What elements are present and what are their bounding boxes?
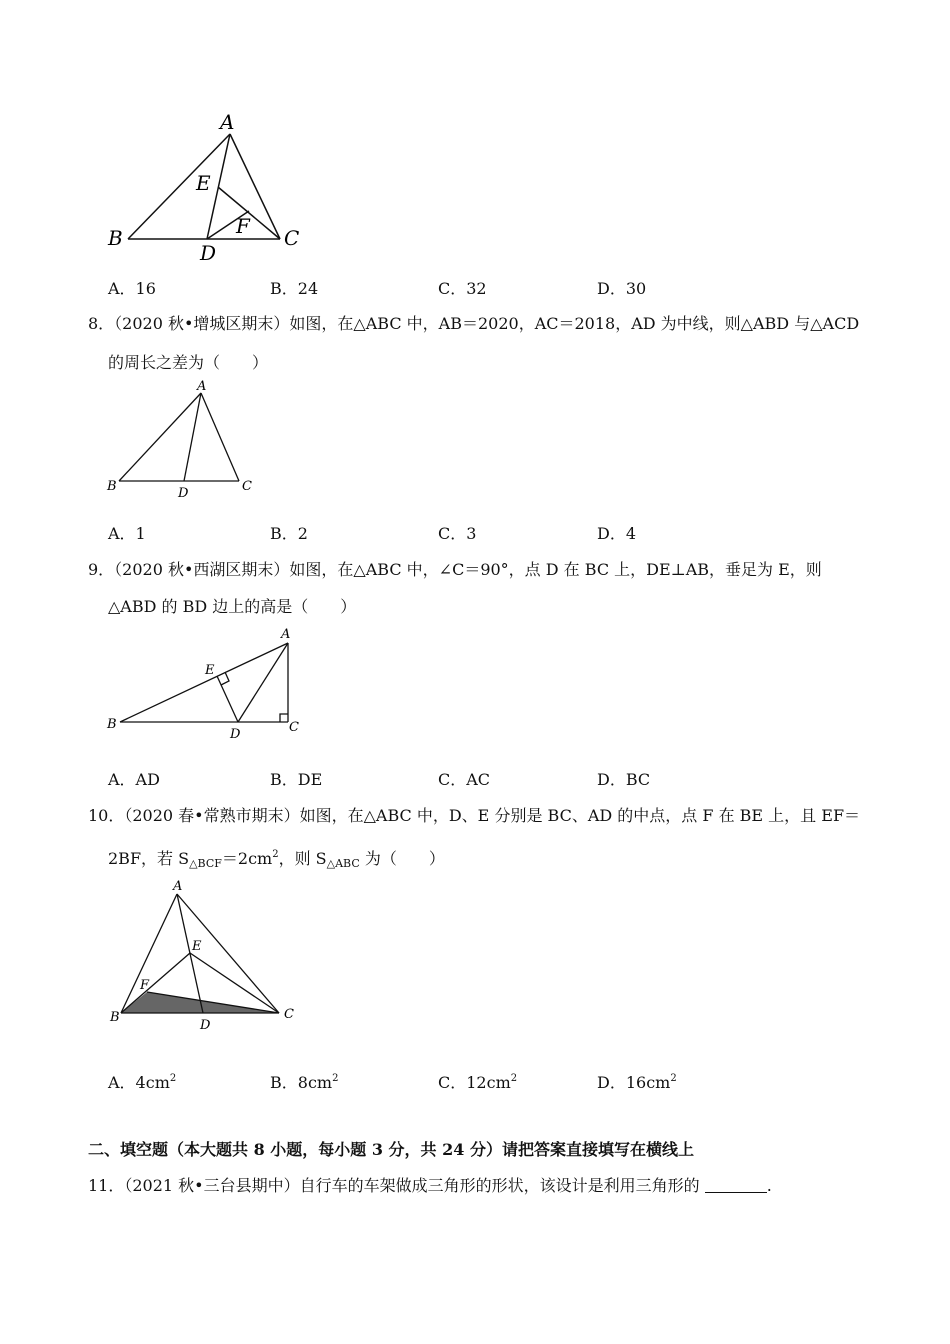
q7-figure: [100, 105, 320, 265]
q10-label-C: C: [284, 1007, 294, 1022]
q8-option-b: B．2: [270, 524, 308, 543]
q10-option-c-text: C．12cm: [438, 1073, 511, 1092]
q10-option-c: [438, 1069, 517, 1093]
q7-label-C: C: [284, 226, 300, 250]
q11-stem: [88, 1176, 772, 1196]
q10-line2-part-b: ＝2cm: [221, 849, 273, 868]
q7-option-b: B．24: [270, 279, 319, 298]
q9-stem-line2: △ABD 的 BD 边上的高是（ ）: [108, 597, 357, 616]
q7-option-a: A．16: [108, 279, 156, 298]
section-2-heading: 二、填空题（本大题共 8 小题，每小题 3 分，共 24 分）请把答案直接填写在横线上: [88, 1140, 694, 1159]
q8-option-a: A．1: [108, 524, 146, 543]
q9-option-c-text: C．AC: [438, 770, 491, 789]
q9-stem-line1: 9．（2020 秋•西湖区期末）如图，在△ABC 中，∠C＝90°，点 D 在 BC 上，DE⊥AB，垂足为 E，则: [88, 560, 822, 579]
q10-option-d: [597, 1069, 677, 1093]
q10-label-A: A: [173, 879, 183, 894]
q11-end-punct: .: [766, 1176, 772, 1195]
q9-label-E: E: [205, 663, 215, 678]
q9-figure: [100, 625, 310, 747]
q10-option-c-sup: 2: [510, 1073, 518, 1084]
q10-line2-sub-bcf: △BCF: [189, 857, 222, 870]
q10-option-d-text: D．16cm: [597, 1073, 671, 1092]
q7-label-A: A: [220, 110, 235, 134]
q7-label-F: F: [236, 214, 250, 238]
q8-label-A: A: [197, 379, 207, 394]
q10-line2-sup: 2: [272, 849, 279, 860]
q10-option-a-sup: 2: [169, 1073, 177, 1084]
q10-stem-line2: [108, 845, 445, 874]
q7-option-c: C．32: [438, 279, 487, 298]
q7-label-D: D: [200, 241, 217, 265]
q8-label-D: D: [178, 486, 189, 501]
q9-label-B: B: [107, 717, 117, 732]
q10-label-D: D: [200, 1018, 211, 1033]
q10-label-F: F: [140, 978, 150, 993]
q10-line2-part-d: 为（ ）: [359, 849, 445, 868]
q7-option-d: D．30: [597, 279, 647, 298]
q9-label-C: C: [289, 720, 299, 735]
q9-option-a: [108, 770, 160, 790]
q9-option-d: [597, 770, 650, 790]
q10-line2-part-a: 2BF，若 S: [108, 849, 190, 868]
q8-label-B: B: [107, 479, 117, 494]
q10-option-a-text: A．4cm: [108, 1073, 170, 1092]
q10-option-a: [108, 1069, 176, 1093]
q10-stem-line1: 10．（2020 春•常熟市期末）如图，在△ABC 中，D、E 分别是 BC、AD 的中点，点 F 在 BE 上，且 EF＝: [88, 806, 861, 825]
q7-label-E: E: [196, 171, 211, 195]
q9-option-b-text: B．DE: [270, 770, 323, 789]
q10-label-B: B: [110, 1010, 120, 1025]
q8-option-d: D．4: [597, 524, 637, 543]
q10-line2-part-c: ，则 S: [278, 849, 327, 868]
q10-option-b: [270, 1069, 338, 1093]
q8-stem-line2: 的周长之差为（ ）: [108, 353, 269, 372]
q11-answer-blank[interactable]: [705, 1178, 767, 1193]
q10-figure: [100, 875, 310, 1040]
q11-text: 11．（2021 秋•三台县期中）自行车的车架做成三角形的形状，该设计是利用三角形的: [88, 1176, 700, 1195]
q8-label-C: C: [242, 479, 252, 494]
q9-label-A: A: [281, 627, 291, 642]
q10-option-b-sup: 2: [332, 1073, 339, 1084]
q9-label-D: D: [230, 727, 241, 742]
q9-option-a-text: A．AD: [108, 770, 160, 789]
q8-option-c: C．3: [438, 524, 477, 543]
q8-figure: [100, 378, 270, 502]
q9-option-d-text: D．BC: [597, 770, 651, 789]
q7-label-B: B: [108, 226, 123, 250]
q10-line2-sub-abc: △ABC: [326, 857, 360, 870]
q10-option-b-text: B．8cm: [270, 1073, 333, 1092]
q9-option-b: [270, 770, 322, 790]
q10-label-E: E: [192, 939, 202, 954]
q9-option-c: [438, 770, 490, 790]
q8-stem-line1: 8．（2020 秋•增城区期末）如图，在△ABC 中，AB＝2020，AC＝2018，AD 为中线，则△ABD 与△ACD: [88, 314, 860, 333]
q10-option-d-sup: 2: [670, 1073, 677, 1084]
